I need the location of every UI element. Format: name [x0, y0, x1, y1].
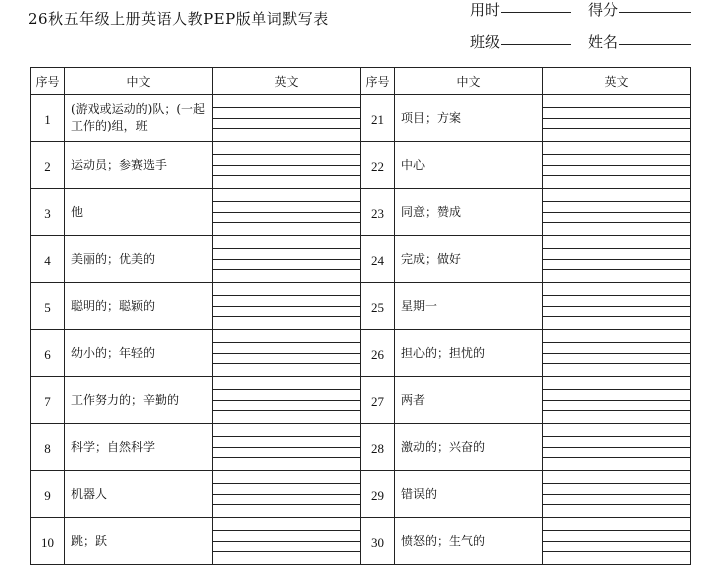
chinese-meaning: (游戏或运动的)队；(一起工作的)组，班 [65, 95, 213, 142]
writing-line [213, 363, 360, 364]
header-row [31, 68, 691, 95]
table-row [31, 142, 691, 189]
writing-line [213, 447, 360, 448]
writing-lines [213, 520, 360, 562]
row-number: 7 [31, 377, 65, 424]
writing-line [213, 457, 360, 458]
table-row [31, 236, 691, 283]
class-blank[interactable] [501, 44, 571, 45]
row-number: 23 [361, 189, 395, 236]
writing-lines [213, 97, 360, 139]
english-answer-cell[interactable] [543, 377, 691, 424]
row-number: 5 [31, 283, 65, 330]
writing-line [543, 551, 690, 552]
row-number: 29 [361, 471, 395, 518]
chinese-meaning: 美丽的；优美的 [65, 236, 213, 283]
chinese-meaning: 科学；自然科学 [65, 424, 213, 471]
writing-line [543, 154, 690, 155]
english-answer-cell[interactable] [213, 95, 361, 142]
class-label: 班级 [470, 33, 501, 51]
table-row [31, 377, 691, 424]
writing-lines [213, 238, 360, 280]
writing-line [543, 316, 690, 317]
time-blank[interactable] [501, 12, 571, 13]
score-field [588, 0, 618, 20]
row-number: 3 [31, 189, 65, 236]
chinese-meaning: 愤怒的；生气的 [395, 518, 543, 565]
writing-lines [543, 426, 690, 468]
row-number: 4 [31, 236, 65, 283]
writing-line [213, 483, 360, 484]
table-row [31, 283, 691, 330]
writing-line [213, 259, 360, 260]
writing-line [213, 551, 360, 552]
writing-line [543, 541, 690, 542]
chinese-meaning: 他 [65, 189, 213, 236]
writing-line [213, 118, 360, 119]
english-answer-cell[interactable] [543, 283, 691, 330]
writing-line [213, 201, 360, 202]
writing-line [213, 165, 360, 166]
score-blank[interactable] [619, 12, 691, 13]
writing-line [543, 363, 690, 364]
writing-line [543, 269, 690, 270]
writing-lines [543, 97, 690, 139]
row-number: 8 [31, 424, 65, 471]
writing-lines [213, 473, 360, 515]
writing-lines [543, 285, 690, 327]
row-number: 21 [361, 95, 395, 142]
english-answer-cell[interactable] [543, 330, 691, 377]
writing-line [543, 212, 690, 213]
row-number: 30 [361, 518, 395, 565]
chinese-meaning: 聪明的；聪颖的 [65, 283, 213, 330]
table-row [31, 330, 691, 377]
writing-line [543, 118, 690, 119]
writing-line [213, 248, 360, 249]
writing-line [213, 353, 360, 354]
name-label: 姓名 [588, 33, 619, 51]
writing-lines [543, 332, 690, 374]
english-answer-cell[interactable] [213, 330, 361, 377]
writing-lines [543, 238, 690, 280]
writing-line [213, 154, 360, 155]
row-number: 24 [361, 236, 395, 283]
writing-line [543, 165, 690, 166]
row-number: 25 [361, 283, 395, 330]
writing-line [213, 107, 360, 108]
writing-line [213, 436, 360, 437]
class-field [470, 31, 500, 52]
row-number: 26 [361, 330, 395, 377]
writing-lines [213, 144, 360, 186]
time-label: 用时 [470, 1, 501, 19]
score-label: 得分 [588, 1, 619, 19]
row-number: 6 [31, 330, 65, 377]
writing-line [543, 248, 690, 249]
english-answer-cell[interactable] [213, 471, 361, 518]
chinese-meaning: 运动员；参赛选手 [65, 142, 213, 189]
writing-line [543, 222, 690, 223]
header-num: 序号 [31, 68, 65, 95]
chinese-meaning: 中心 [395, 142, 543, 189]
writing-line [213, 316, 360, 317]
writing-lines [543, 191, 690, 233]
header-en: 英文 [543, 68, 691, 95]
vocab-table [30, 67, 691, 565]
writing-line [213, 222, 360, 223]
row-number: 9 [31, 471, 65, 518]
writing-line [543, 447, 690, 448]
chinese-meaning: 工作努力的；辛勤的 [65, 377, 213, 424]
time-field [470, 0, 500, 20]
writing-lines [543, 473, 690, 515]
table-row [31, 518, 691, 565]
writing-line [213, 175, 360, 176]
table-row [31, 189, 691, 236]
english-answer-cell[interactable] [543, 95, 691, 142]
writing-line [213, 128, 360, 129]
writing-lines [543, 144, 690, 186]
english-answer-cell[interactable] [213, 377, 361, 424]
writing-line [543, 295, 690, 296]
chinese-meaning: 激动的；兴奋的 [395, 424, 543, 471]
chinese-meaning: 错误的 [395, 471, 543, 518]
writing-line [543, 353, 690, 354]
row-number: 10 [31, 518, 65, 565]
writing-line [543, 457, 690, 458]
row-number: 27 [361, 377, 395, 424]
writing-line [543, 410, 690, 411]
chinese-meaning: 同意；赞成 [395, 189, 543, 236]
row-number: 28 [361, 424, 395, 471]
english-answer-cell[interactable] [543, 471, 691, 518]
table-row [31, 471, 691, 518]
writing-lines [213, 285, 360, 327]
writing-lines [213, 379, 360, 421]
writing-lines [543, 379, 690, 421]
header-cn: 中文 [65, 68, 213, 95]
writing-line [543, 504, 690, 505]
header-cn: 中文 [395, 68, 543, 95]
writing-line [543, 436, 690, 437]
writing-line [213, 410, 360, 411]
writing-line [543, 175, 690, 176]
writing-line [213, 494, 360, 495]
writing-line [543, 483, 690, 484]
english-answer-cell[interactable] [213, 518, 361, 565]
writing-line [543, 107, 690, 108]
writing-line [213, 295, 360, 296]
writing-line [213, 306, 360, 307]
english-answer-cell[interactable] [213, 424, 361, 471]
chinese-meaning: 担心的；担忧的 [395, 330, 543, 377]
writing-lines [213, 332, 360, 374]
writing-line [543, 400, 690, 401]
english-answer-cell[interactable] [543, 424, 691, 471]
row-number: 2 [31, 142, 65, 189]
english-answer-cell[interactable] [543, 518, 691, 565]
writing-line [213, 541, 360, 542]
worksheet-title: 26秋五年级上册英语人教PEP版单词默写表 [28, 10, 329, 28]
writing-line [213, 389, 360, 390]
writing-lines [213, 426, 360, 468]
table-row [31, 424, 691, 471]
english-answer-cell[interactable] [543, 189, 691, 236]
chinese-meaning: 幼小的；年轻的 [65, 330, 213, 377]
writing-line [543, 201, 690, 202]
english-answer-cell[interactable] [213, 283, 361, 330]
chinese-meaning: 项目；方案 [395, 95, 543, 142]
chinese-meaning: 完成；做好 [395, 236, 543, 283]
english-answer-cell[interactable] [213, 236, 361, 283]
header-num: 序号 [361, 68, 395, 95]
writing-line [543, 494, 690, 495]
header-en: 英文 [213, 68, 361, 95]
row-number: 22 [361, 142, 395, 189]
writing-line [213, 342, 360, 343]
writing-line [543, 530, 690, 531]
writing-line [213, 212, 360, 213]
english-answer-cell[interactable] [543, 236, 691, 283]
name-blank[interactable] [619, 44, 691, 45]
chinese-meaning: 跳；跃 [65, 518, 213, 565]
writing-line [213, 530, 360, 531]
row-number: 1 [31, 95, 65, 142]
chinese-meaning: 机器人 [65, 471, 213, 518]
writing-line [543, 306, 690, 307]
writing-line [543, 389, 690, 390]
writing-lines [543, 520, 690, 562]
writing-line [213, 504, 360, 505]
writing-lines [213, 191, 360, 233]
chinese-meaning: 两者 [395, 377, 543, 424]
chinese-meaning: 星期一 [395, 283, 543, 330]
writing-line [543, 342, 690, 343]
writing-line [543, 259, 690, 260]
writing-line [213, 269, 360, 270]
table-row [31, 95, 691, 142]
writing-line [543, 128, 690, 129]
english-answer-cell[interactable] [213, 189, 361, 236]
writing-line [213, 400, 360, 401]
english-answer-cell[interactable] [213, 142, 361, 189]
name-field [588, 31, 618, 52]
english-answer-cell[interactable] [543, 142, 691, 189]
